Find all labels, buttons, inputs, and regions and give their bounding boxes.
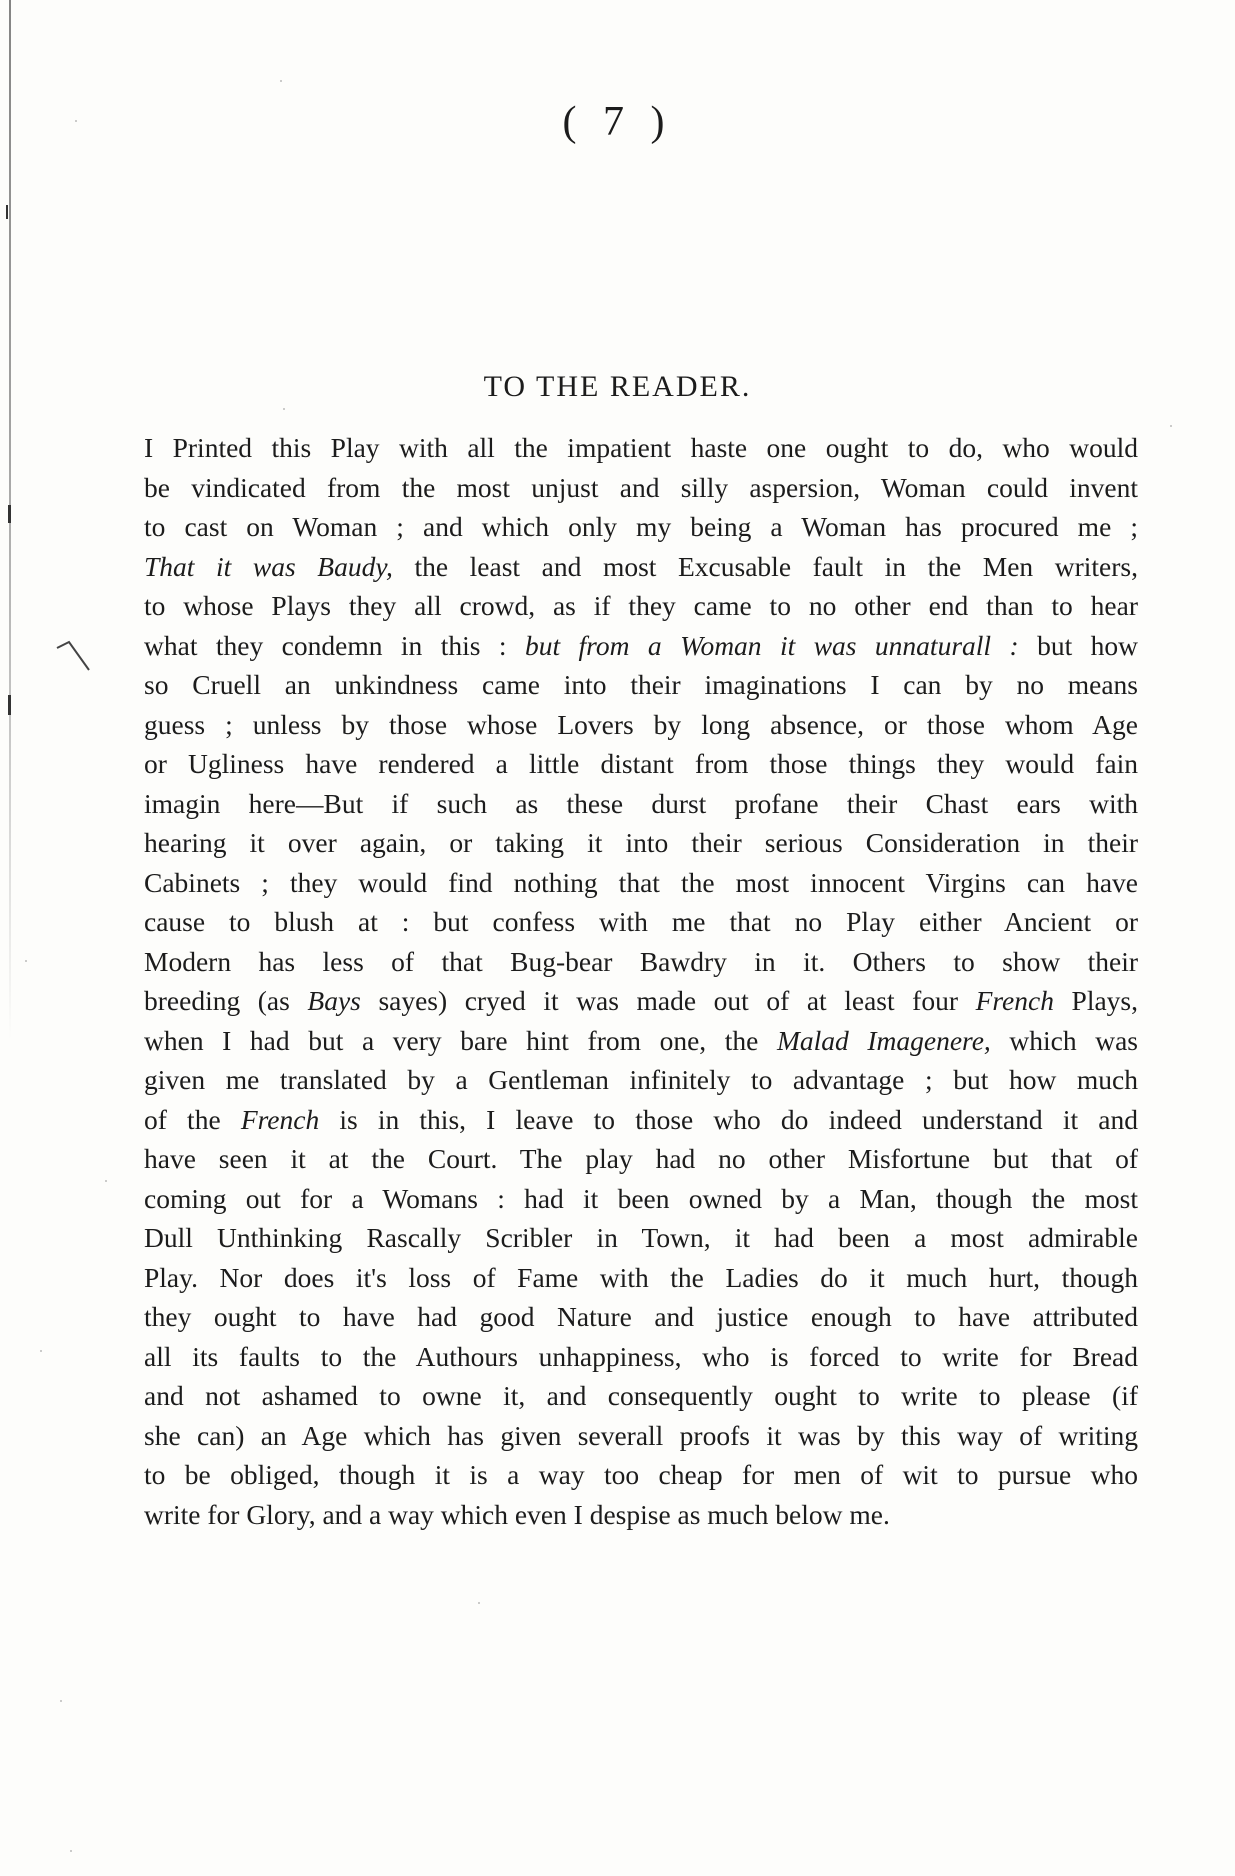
text-line: of the French is in this, I leave to those who do indeed understand it and <box>144 1103 1138 1135</box>
page-number: ( 7 ) <box>562 99 673 145</box>
text-line: to whose Plays they all crowd, as if they came to no other end than to hear <box>144 590 1138 621</box>
text-line: cause to blush at : but confess with me that no Play either Ancient or <box>144 906 1138 937</box>
text-line: guess ; unless by those whose Lovers by long absence, or those whom Age <box>144 708 1138 740</box>
text-line: to be obliged, though it is a way too cheap for men of wit to pursue who <box>144 1459 1138 1490</box>
text-line: so Cruell an unkindness came into their imaginations I can by no means <box>144 669 1138 700</box>
text-line: hearing it over again, or taking it into their serious Consideration in their <box>144 827 1138 858</box>
text-line: Modern has less of that Bug-bear Bawdry in it. Others to show their <box>144 945 1138 977</box>
gutter-mark <box>6 205 8 219</box>
text-line: write for Glory, and a way which even I despise as much below me. <box>144 1498 890 1530</box>
stray-pen-mark <box>55 640 95 680</box>
text-line: coming out for a Womans : had it been owned by a Man, though the most <box>144 1182 1138 1214</box>
text-line: be vindicated from the most unjust and silly aspersion, Woman could invent <box>144 471 1138 503</box>
text-line: imagin here—But if such as these durst profane their Chast ears with <box>144 787 1138 819</box>
text-line: and not ashamed to owne it, and consequently ought to write to please (if <box>144 1380 1138 1411</box>
text-line: what they condemn in this : but from a Woman it was unnaturall : but how <box>144 629 1139 661</box>
text-line: Cabinets ; they would find nothing that the most innocent Virgins can have <box>144 866 1138 898</box>
text-line: or Ugliness have rendered a little distant from those things they would fain <box>144 748 1138 779</box>
text-line: all its faults to the Authours unhappiness, who is forced to write for Bread <box>144 1340 1138 1372</box>
text-line: breeding (as Bays sayes) cryed it was made out of at least four French Plays, <box>144 985 1138 1016</box>
text-line: when I had but a very bare hint from one, the Malad Imagenere, which was <box>144 1024 1138 1056</box>
gutter-mark <box>8 695 11 715</box>
gutter-mark <box>8 505 11 523</box>
body-text <box>144 428 1138 1534</box>
text-line: she can) an Age which has given severall proofs it was by this way of writing <box>144 1419 1138 1451</box>
text-line: to cast on Woman ; and which only my being a Woman has procured me ; <box>144 511 1138 542</box>
text-line: they ought to have had good Nature and justice enough to have attributed <box>144 1301 1138 1332</box>
text-line: Dull Unthinking Rascally Scribler in Town, it had been a most admirable <box>144 1222 1138 1253</box>
text-line: given me translated by a Gentleman infinitely to advantage ; but how much <box>144 1064 1138 1095</box>
section-heading: TO THE READER. <box>483 370 752 403</box>
text-line: have seen it at the Court. The play had no other Misfortune but that of <box>144 1143 1138 1174</box>
text-line: I Printed this Play with all the impatient haste one ought to do, who would <box>144 432 1138 463</box>
text-line: That it was Baudy, the least and most Excusable fault in the Men writers, <box>144 550 1138 582</box>
text-line: Play. Nor does it's loss of Fame with the Ladies do it much hurt, though <box>144 1261 1138 1293</box>
